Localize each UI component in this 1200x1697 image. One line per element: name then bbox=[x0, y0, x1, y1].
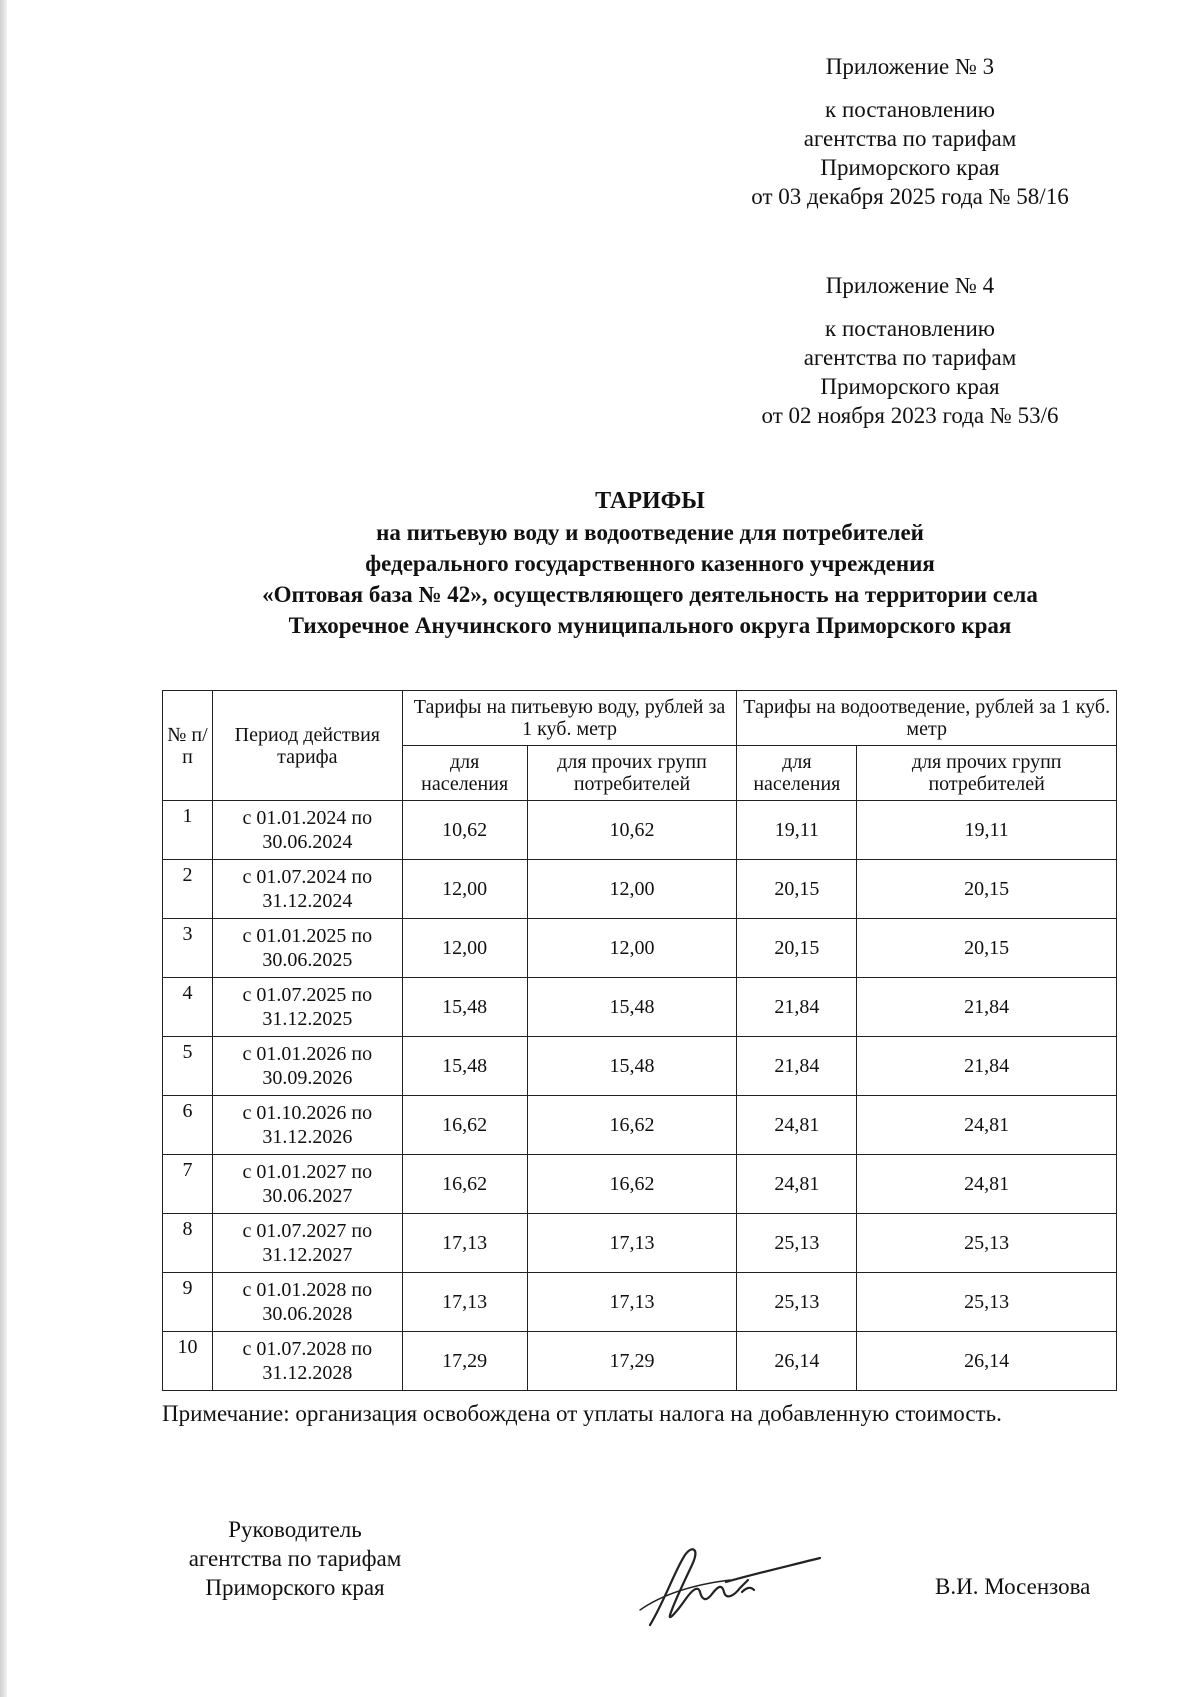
cell-water-others: 17,13 bbox=[527, 1214, 737, 1273]
table-row bbox=[163, 1273, 1117, 1332]
cell-period: с 01.01.2025 по 30.06.2025 bbox=[212, 919, 402, 978]
cell-water-others: 16,62 bbox=[527, 1155, 737, 1214]
signatory-position bbox=[150, 1515, 440, 1602]
cell-period: с 01.07.2025 по 31.12.2025 bbox=[212, 978, 402, 1037]
table-row bbox=[163, 1155, 1117, 1214]
document-title bbox=[100, 486, 1200, 641]
cell-water-population: 10,62 bbox=[402, 801, 527, 860]
appendix-4-header bbox=[700, 271, 1120, 430]
appendix-4-line: от 02 ноября 2023 года № 53/6 bbox=[761, 403, 1059, 428]
signatory-position-line: Руководитель bbox=[228, 1517, 362, 1542]
cell-sewer-population: 26,14 bbox=[737, 1332, 857, 1391]
cell-sewer-population: 24,81 bbox=[737, 1155, 857, 1214]
table-row bbox=[163, 1037, 1117, 1096]
cell-num: 3 bbox=[163, 919, 213, 978]
cell-sewer-others: 26,14 bbox=[857, 1332, 1117, 1391]
cell-sewer-others: 25,13 bbox=[857, 1273, 1117, 1332]
header-water-population: для населения bbox=[402, 746, 527, 801]
cell-period: с 01.07.2028 по 31.12.2028 bbox=[212, 1332, 402, 1391]
cell-sewer-others: 20,15 bbox=[857, 919, 1117, 978]
cell-period: с 01.01.2024 по 30.06.2024 bbox=[212, 801, 402, 860]
header-sewer-others: для прочих групп потребителей bbox=[857, 746, 1117, 801]
appendix-3-title: Приложение № 3 bbox=[825, 54, 995, 79]
cell-water-others: 12,00 bbox=[527, 860, 737, 919]
cell-num: 9 bbox=[163, 1273, 213, 1332]
appendix-4-line: к постановлению bbox=[825, 316, 995, 341]
title-line: Тихоречное Анучинского муниципального округа Приморского края bbox=[288, 613, 1012, 638]
cell-period: с 01.07.2027 по 31.12.2027 bbox=[212, 1214, 402, 1273]
cell-num: 7 bbox=[163, 1155, 213, 1214]
cell-water-population: 12,00 bbox=[402, 919, 527, 978]
signatory-name: В.И. Мосензова bbox=[935, 1574, 1091, 1599]
header-water: Тарифы на питьевую воду, рублей за 1 куб. метр bbox=[402, 691, 737, 746]
appendix-4-line: агентства по тарифам bbox=[803, 345, 1017, 370]
table-row bbox=[163, 978, 1117, 1037]
header-sewer-population: для населения bbox=[737, 746, 857, 801]
cell-sewer-population: 21,84 bbox=[737, 1037, 857, 1096]
appendix-4-line: Приморского края bbox=[820, 374, 1000, 399]
cell-sewer-others: 24,81 bbox=[857, 1155, 1117, 1214]
cell-num: 2 bbox=[163, 860, 213, 919]
cell-sewer-others: 25,13 bbox=[857, 1214, 1117, 1273]
cell-water-others: 15,48 bbox=[527, 978, 737, 1037]
cell-num: 8 bbox=[163, 1214, 213, 1273]
tariff-table bbox=[162, 690, 1117, 1391]
table-row bbox=[163, 1096, 1117, 1155]
cell-sewer-others: 21,84 bbox=[857, 1037, 1117, 1096]
cell-water-population: 17,13 bbox=[402, 1214, 527, 1273]
cell-water-population: 12,00 bbox=[402, 860, 527, 919]
cell-num: 5 bbox=[163, 1037, 213, 1096]
cell-sewer-population: 25,13 bbox=[737, 1273, 857, 1332]
header-num: № п/п bbox=[163, 691, 213, 801]
cell-water-others: 17,13 bbox=[527, 1273, 737, 1332]
cell-num: 6 bbox=[163, 1096, 213, 1155]
cell-num: 10 bbox=[163, 1332, 213, 1391]
table-row bbox=[163, 919, 1117, 978]
cell-period: с 01.10.2026 по 31.12.2026 bbox=[212, 1096, 402, 1155]
table-row bbox=[163, 860, 1117, 919]
table-row bbox=[163, 1332, 1117, 1391]
cell-water-population: 17,29 bbox=[402, 1332, 527, 1391]
title-line: на питьевую воду и водоотведение для потребителей bbox=[376, 520, 924, 545]
title-main: ТАРИФЫ bbox=[595, 488, 705, 514]
table-row bbox=[163, 801, 1117, 860]
appendix-3-line: от 03 декабря 2025 года № 58/16 bbox=[751, 184, 1069, 209]
table-row bbox=[163, 1214, 1117, 1273]
cell-period: с 01.01.2026 по 30.09.2026 bbox=[212, 1037, 402, 1096]
cell-sewer-population: 24,81 bbox=[737, 1096, 857, 1155]
cell-sewer-population: 25,13 bbox=[737, 1214, 857, 1273]
title-line: федерального государственного казенного учреждения bbox=[365, 551, 935, 576]
cell-water-population: 17,13 bbox=[402, 1273, 527, 1332]
cell-water-population: 15,48 bbox=[402, 1037, 527, 1096]
cell-period: с 01.01.2028 по 30.06.2028 bbox=[212, 1273, 402, 1332]
cell-water-others: 15,48 bbox=[527, 1037, 737, 1096]
cell-period: с 01.07.2024 по 31.12.2024 bbox=[212, 860, 402, 919]
cell-water-others: 12,00 bbox=[527, 919, 737, 978]
cell-sewer-population: 19,11 bbox=[737, 801, 857, 860]
cell-num: 1 bbox=[163, 801, 213, 860]
cell-sewer-others: 20,15 bbox=[857, 860, 1117, 919]
appendix-3-header bbox=[700, 52, 1120, 211]
header-sewer: Тарифы на водоотведение, рублей за 1 куб. метр bbox=[737, 691, 1117, 746]
appendix-3-line: агентства по тарифам bbox=[803, 126, 1017, 151]
cell-water-population: 15,48 bbox=[402, 978, 527, 1037]
appendix-4-title: Приложение № 4 bbox=[825, 273, 995, 298]
cell-sewer-others: 24,81 bbox=[857, 1096, 1117, 1155]
scan-edge bbox=[0, 0, 7, 1697]
cell-sewer-others: 19,11 bbox=[857, 801, 1117, 860]
handwritten-signature bbox=[630, 1530, 830, 1640]
appendix-3-line: к постановлению bbox=[825, 97, 995, 122]
cell-water-population: 16,62 bbox=[402, 1155, 527, 1214]
cell-water-others: 16,62 bbox=[527, 1096, 737, 1155]
header-period: Период действия тарифа bbox=[212, 691, 402, 801]
cell-sewer-population: 21,84 bbox=[737, 978, 857, 1037]
note-text: Примечание: организация освобождена от уплаты налога на добавленную стоимость. bbox=[162, 1401, 1002, 1426]
title-line: «Оптовая база № 42», осуществляющего деятельность на территории села bbox=[262, 582, 1038, 607]
cell-sewer-others: 21,84 bbox=[857, 978, 1117, 1037]
cell-sewer-population: 20,15 bbox=[737, 860, 857, 919]
signatory-position-line: агентства по тарифам bbox=[188, 1546, 402, 1571]
cell-period: с 01.01.2027 по 30.06.2027 bbox=[212, 1155, 402, 1214]
cell-water-others: 17,29 bbox=[527, 1332, 737, 1391]
cell-sewer-population: 20,15 bbox=[737, 919, 857, 978]
header-water-others: для прочих групп потребителей bbox=[527, 746, 737, 801]
cell-water-population: 16,62 bbox=[402, 1096, 527, 1155]
signatory-position-line: Приморского края bbox=[205, 1575, 385, 1600]
appendix-3-line: Приморского края bbox=[820, 155, 1000, 180]
cell-num: 4 bbox=[163, 978, 213, 1037]
cell-water-others: 10,62 bbox=[527, 801, 737, 860]
